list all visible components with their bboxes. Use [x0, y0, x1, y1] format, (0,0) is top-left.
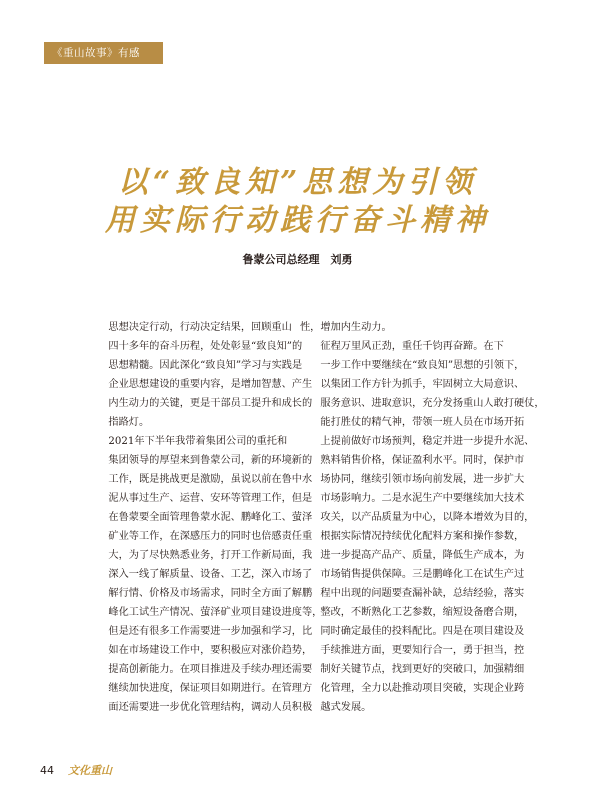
text-line: 同时确定最佳的投料配比。四是在项目建设及	[320, 626, 525, 637]
text-line: 2021年下半年我带着集团公司的重托和	[108, 436, 288, 447]
text-line: 攻关，以产品质量为中心，以降本增效为目的，	[320, 512, 535, 523]
text-line: 根据实际情况持续优化配料方案和操作参数，	[320, 531, 525, 542]
paragraph	[88, 432, 323, 717]
text-line: 深入一线了解质量、设备、工艺，深入市场了	[108, 569, 313, 580]
text-line: 能打胜仗的精气神，带领一班人员在市场开拓	[320, 417, 525, 428]
text-line: 但是还有很多工作需要进一步加强和学习，比	[108, 626, 313, 637]
text-line: 市场影响力。二是水泥生产中要继续加大技术	[320, 493, 525, 504]
text-line: 集团领导的厚望来到鲁蒙公司，新的环境新的	[108, 455, 313, 466]
text-line: 制好关键节点，找到更好的突破口，加强精细	[320, 664, 525, 675]
page-number: 44	[40, 764, 54, 777]
paragraph	[300, 318, 512, 337]
text-line: 思想决定行动，行动决定结果，回顾重山	[108, 322, 292, 333]
paragraph	[88, 318, 313, 432]
text-line: 市场销售提供保障。三是鹏峰化工在试生产过	[320, 569, 525, 580]
text-line: 指路灯。	[108, 417, 150, 428]
text-line: 继续加快进度，保证项目如期进行。在管理方	[108, 683, 313, 694]
text-line: 一步工作中要继续在“致良知”思想的引领下，	[320, 360, 525, 371]
article-title-line-1: 以“致良知”思想为引领	[117, 165, 478, 200]
text-line: 整改，不断熟化工艺参数，缩短设备磨合期，	[320, 607, 525, 618]
text-line: 如在市场建设工作中，要积极应对涨价趋势，	[108, 645, 313, 656]
text-line: 泥从事过生产、运营、安环等管理工作，但是	[108, 493, 313, 504]
page-footer	[40, 762, 112, 778]
text-line: 在鲁蒙要全面管理鲁蒙水泥、鹏峰化工、萤泽	[108, 512, 313, 523]
text-line: 四十多年的奋斗历程，处处彰显“致良知”的	[108, 341, 303, 352]
text-line: 征程万里风正劲，重任千钧再奋蹄。在下	[320, 341, 504, 352]
text-line: 性，增加内生动力。	[300, 322, 392, 333]
text-line: 大，为了尽快熟悉业务，打开工作新局面，我	[108, 550, 313, 561]
text-line: 化管理，全力以赴推动项目突破，实现企业跨	[320, 683, 525, 694]
text-line: 服务意识、进取意识，充分发扬重山人敢打硬仗，	[320, 398, 545, 409]
text-line: 手续推进方面，更要知行合一，勇于担当，控	[320, 645, 525, 656]
column-tag: 《重山故事》有感	[44, 42, 163, 64]
text-line: 内生动力的关键，更是干部员工提升和成长的	[108, 398, 313, 409]
author-byline: 鲁蒙公司总经理 刘勇	[242, 253, 353, 266]
text-line: 解行情、价格及市场需求，同时全方面了解鹏	[108, 588, 313, 599]
paragraph	[300, 337, 545, 717]
text-line: 矿业等工作，在深感压力的同时也倍感责任重	[108, 531, 313, 542]
text-line: 熟料销售价格，保证盈利水平。同时，保护市	[320, 455, 525, 466]
text-line: 峰化工试生产情况、萤泽矿业项目建设进度等，	[108, 607, 323, 618]
text-line: 思想精髓。因此深化“致良知”学习与实践是	[108, 360, 303, 371]
text-line: 场协同，继续引领市场向前发展，进一步扩大	[320, 474, 525, 485]
text-line: 提高创新能力。在项目推进及手续办理还需要	[108, 664, 313, 675]
text-line: 以集团工作方针为抓手，牢固树立大局意识、	[320, 379, 525, 390]
text-line: 工作，既是挑战更是激励，虽说以前在鲁中水	[108, 474, 313, 485]
right-text-column	[300, 318, 545, 717]
text-line: 程中出现的问题要查漏补缺，总结经验，落实	[320, 588, 525, 599]
article-title-line-2: 用实际行动践行奋斗精神	[105, 203, 490, 238]
text-line: 进一步提高产品产、质量，降低生产成本，为	[320, 550, 525, 561]
text-line: 企业思想建设的重要内容，是增加智慧、产生	[108, 379, 313, 390]
magazine-logo: 文化重山	[68, 764, 112, 777]
text-line: 越式发展。	[320, 702, 372, 713]
text-line: 面还需要进一步优化管理结构，调动人员积极	[108, 702, 313, 713]
left-text-column	[88, 318, 323, 717]
text-line: 上提前做好市场预判，稳定并进一步提升水泥、	[320, 436, 535, 447]
